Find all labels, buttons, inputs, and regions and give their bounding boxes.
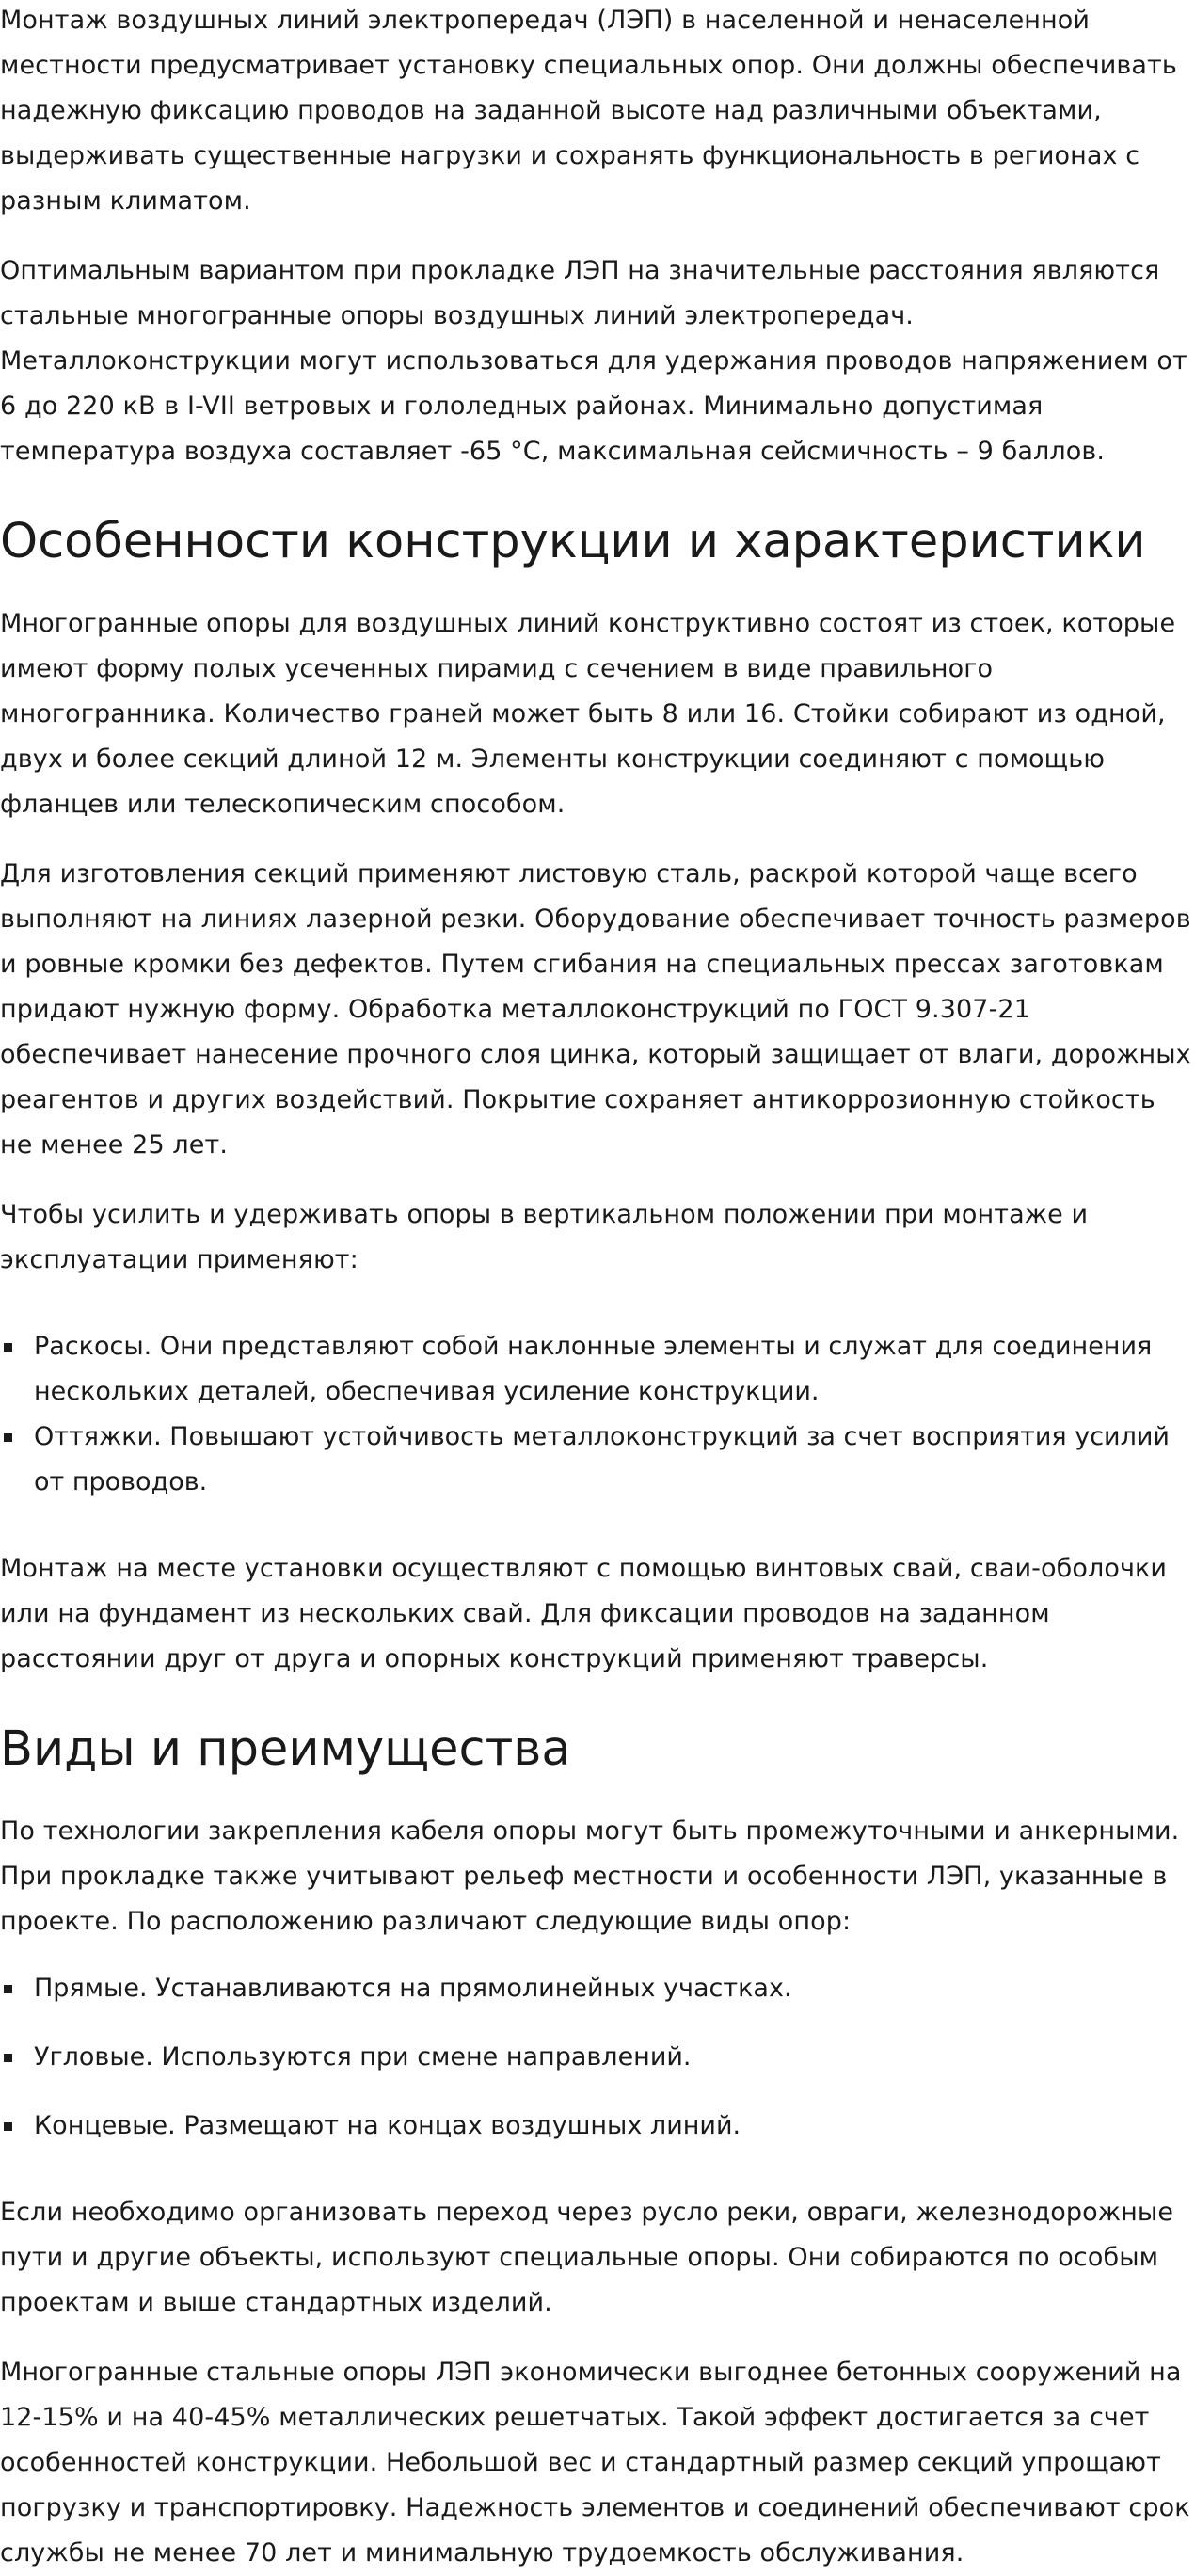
paragraph-types-intro: По технологии закрепления кабеля опоры могут быть промежуточными и анкерными. При прокладке также учитывают рельеф местности и особенности ЛЭП, указанные в проекте. По расположению различают следующие виды опор: [0, 1816, 1180, 1936]
reinforcement-list [0, 1324, 1195, 1505]
bullet-icon [4, 1433, 12, 1442]
paragraph-installation: Монтаж на месте установки осуществляют с помощью винтовых свай, сваи-оболочки или на фундамент из нескольких свай. Для фиксации проводов на заданном расстоянии друг от друга и опорных конструкций применяют траверсы. [0, 1554, 1168, 1673]
list-item-text: Угловые. Используются при смене направлений. [34, 2042, 692, 2072]
section-heading-types: Виды и преимущества [0, 1721, 571, 1777]
list-item-text: Концевые. Размещают на концах воздушных линий. [34, 2111, 741, 2140]
paragraph-manufacturing: Для изготовления секций применяют листовую сталь, раскрой которой чаще всего выполняют на линиях лазерной резки. Оборудование обеспечивает точность размеров и ровные кромки без дефектов. Путем сгибания на специальных прессах заготовкам придают нужную форму. Обработка металлоконструкций по ГОСТ 9.307-21 обеспечивает нанесение прочного слоя цинка, который защищает от влаги, дорожных реагентов и других воздействий. Покрытие сохраняет антикоррозионную стойкость не менее 25 лет. [0, 859, 1191, 1160]
list-item [0, 1324, 1195, 1415]
paragraph-economics: Многогранные стальные опоры ЛЭП экономически выгоднее бетонных сооружений на 12-15% и на 40-45% металлических решетчатых. Такой эффект достигается за счет особенностей конструкции. Небольшой вес и стандартный размер секций упрощают погрузку и транспортировку. Надежность элементов и соединений обеспечивают срок службы не менее 70 лет и минимальную трудоемкость обслуживания. [0, 2358, 1190, 2568]
bullet-icon [4, 1985, 12, 1993]
list-item-text: Оттяжки. Повышают устойчивость металлоконструкций за счет восприятия усилий от проводов. [34, 1422, 1170, 1496]
section-heading-features: Особенности конструкции и характеристики [0, 514, 1146, 569]
paragraph-reinforcement-intro: Чтобы усилить и удерживать опоры в вертикальном положении при монтаже и эксплуатации применяют: [0, 1200, 1089, 1274]
types-list [0, 1966, 1195, 2149]
bullet-icon [4, 2054, 12, 2062]
list-item-text: Раскосы. Они представляют собой наклонные элементы и служат для соединения нескольких деталей, обеспечивая усиление конструкции. [34, 1332, 1153, 1406]
list-item [0, 1966, 1195, 2011]
list-item [0, 2104, 1195, 2149]
list-item [0, 1415, 1195, 1505]
intro-paragraph: Монтаж воздушных линий электропередач (ЛЭП) в населенной и ненаселенной местности предусматривает установку специальных опор. Они должны обеспечивать надежную фиксацию проводов на заданной высоте над различными объектами, выдерживать существенные нагрузки и сохранять функциональность в регионах с разным климатом. [0, 6, 1177, 216]
list-item [0, 2035, 1195, 2080]
bullet-icon [4, 2122, 12, 2131]
paragraph-optimal-variant: Оптимальным вариантом при прокладке ЛЭП на значительные расстояния являются стальные многогранные опоры воздушных линий электропередач. Металлоконструкции могут использоваться для удержания проводов напряжением от 6 до 220 кВ в I-VII ветровых и гололедных районах. Минимально допустимая температура воздуха составляет -65 °С, максимальная сейсмичность – 9 баллов. [0, 256, 1187, 466]
bullet-icon [4, 1343, 12, 1352]
paragraph-special-supports: Если необходимо организовать переход через русло реки, овраги, железнодорожные пути и другие объекты, используют специальные опоры. Они собираются по особым проектам и выше стандартных изделий. [0, 2198, 1174, 2317]
paragraph-construction: Многогранные опоры для воздушных линий конструктивно состоят из стоек, которые имеют форму полых усеченных пирамид с сечением в виде правильного многогранника. Количество граней может быть 8 или 16. Стойки собирают из одной, двух и более секций длиной 12 м. Элементы конструкции соединяют с помощью фланцев или телескопическим способом. [0, 609, 1176, 819]
list-item-text: Прямые. Устанавливаются на прямолинейных участках. [34, 1974, 792, 2003]
